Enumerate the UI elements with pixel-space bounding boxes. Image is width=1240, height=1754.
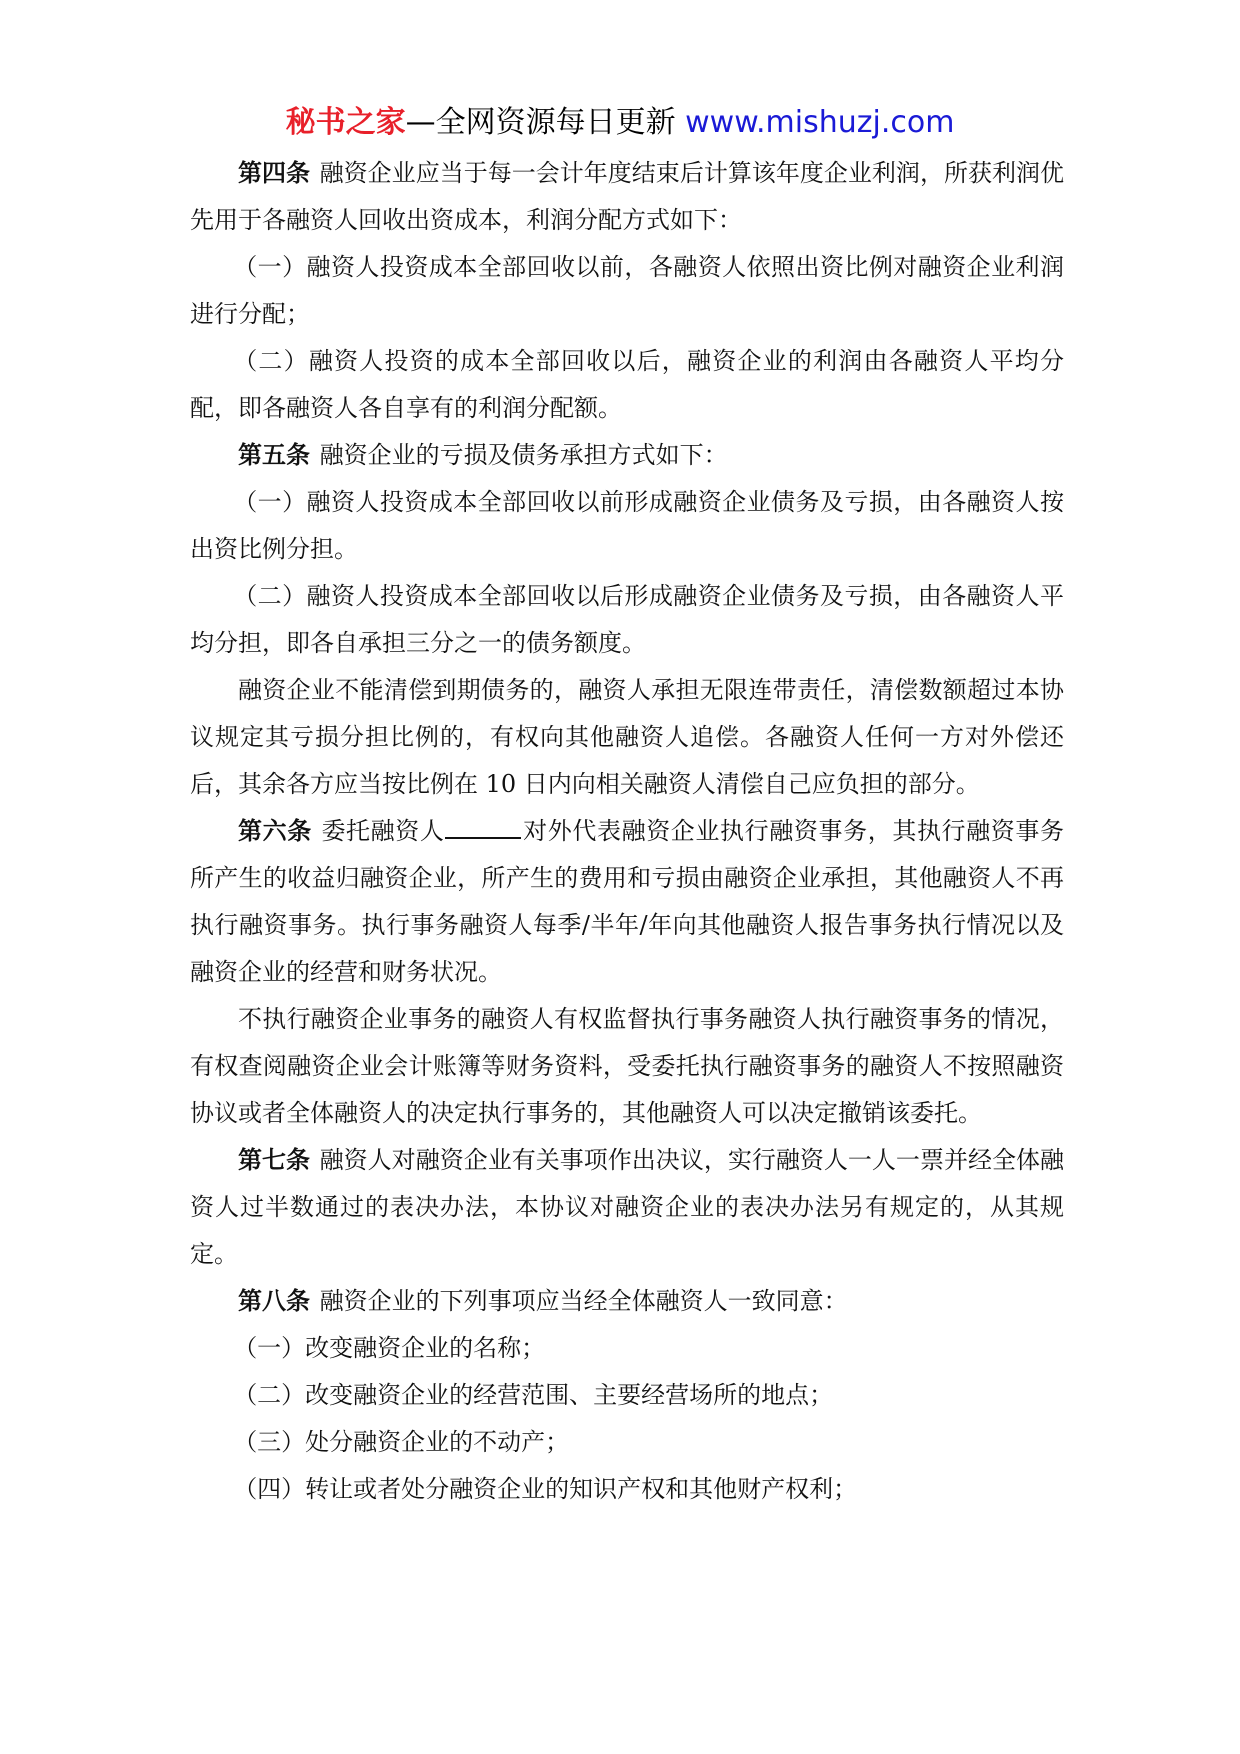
article-8-item-3: （三）处分融资企业的不动产； — [233, 1428, 570, 1456]
article-8-label: 第八条 — [238, 1287, 310, 1315]
article-8-text: 融资企业的下列事项应当经全体融资人一致同意： — [319, 1287, 848, 1315]
brand-name: 秘书之家 — [285, 105, 406, 140]
article-7 — [190, 1137, 1064, 1278]
article-5-text: 融资企业的亏损及债务承担方式如下： — [319, 441, 728, 469]
article-4-label: 第四条 — [238, 159, 311, 187]
article-4-item-1: （一）融资人投资成本全部回收以前，各融资人依照出资比例对融资企业利润进行分配； — [190, 253, 1064, 328]
article-5 — [190, 432, 1064, 479]
article-6-paragraph-2: 不执行融资企业事务的融资人有权监督执行事务融资人执行融资事务的情况，有权查阅融资企业会计账簿等财务资料，受委托执行融资事务的融资人不按照融资协议或者全体融资人的决定执行事务的，其他融资人可以决定撤销该委托。 — [190, 1005, 1064, 1127]
article-6-text-post: 对外代表融资企业执行融资事务，其执行融资事务所产生的收益归融资企业，所产生的费用和亏损由融资企业承担，其他融资人不再执行融资事务。执行事务融资人每季/半年/年向其他融资人报告事务执行情况以及融资企业的经营和财务状况。 — [190, 817, 1065, 986]
header-url[interactable]: www.mishuzj.com — [685, 105, 955, 140]
article-8 — [190, 1278, 1064, 1325]
article-5-item-1: （一）融资人投资成本全部回收以前形成融资企业债务及亏损，由各融资人按出资比例分担。 — [190, 488, 1064, 563]
article-7-label: 第七条 — [238, 1146, 311, 1174]
article-4-item-2: （二）融资人投资的成本全部回收以后，融资企业的利润由各融资人平均分配，即各融资人各自享有的利润分配额。 — [190, 347, 1064, 422]
article-8-item-2: （二）改变融资企业的经营范围、主要经营场所的地点； — [233, 1381, 834, 1409]
article-5-item-2: （二）融资人投资成本全部回收以后形成融资企业债务及亏损，由各融资人平均分担，即各自承担三分之一的债务额度。 — [190, 582, 1064, 657]
article-6 — [190, 808, 1064, 996]
document-body — [190, 150, 1064, 1513]
article-5-label: 第五条 — [238, 441, 310, 469]
article-5-paragraph-3: 融资企业不能清偿到期债务的，融资人承担无限连带责任，清偿数额超过本协议规定其亏损分担比例的，有权向其他融资人追偿。各融资人任何一方对外偿还后，其余各方应当按比例在 10 日内向相关融资人清偿自己应负担的部分。 — [190, 676, 1064, 798]
page-header — [0, 102, 1240, 144]
header-slogan: —全网资源每日更新 — [405, 105, 676, 140]
article-8-item-4: （四）转让或者处分融资企业的知识产权和其他财产权利； — [233, 1475, 858, 1503]
article-4 — [190, 150, 1064, 244]
article-6-label: 第六条 — [238, 817, 312, 845]
article-4-text: 融资企业应当于每一会计年度结束后计算该年度企业利润，所获利润优先用于各融资人回收出资成本，利润分配方式如下： — [190, 159, 1065, 234]
article-7-text: 融资人对融资企业有关事项作出决议，实行融资人一人一票并经全体融资人过半数通过的表决办法，本协议对融资企业的表决办法另有规定的，从其规定。 — [190, 1146, 1065, 1268]
article-8-item-1: （一）改变融资企业的名称； — [233, 1334, 546, 1362]
blank-underline[interactable] — [445, 815, 521, 839]
article-6-text-pre: 委托融资人 — [321, 817, 445, 845]
